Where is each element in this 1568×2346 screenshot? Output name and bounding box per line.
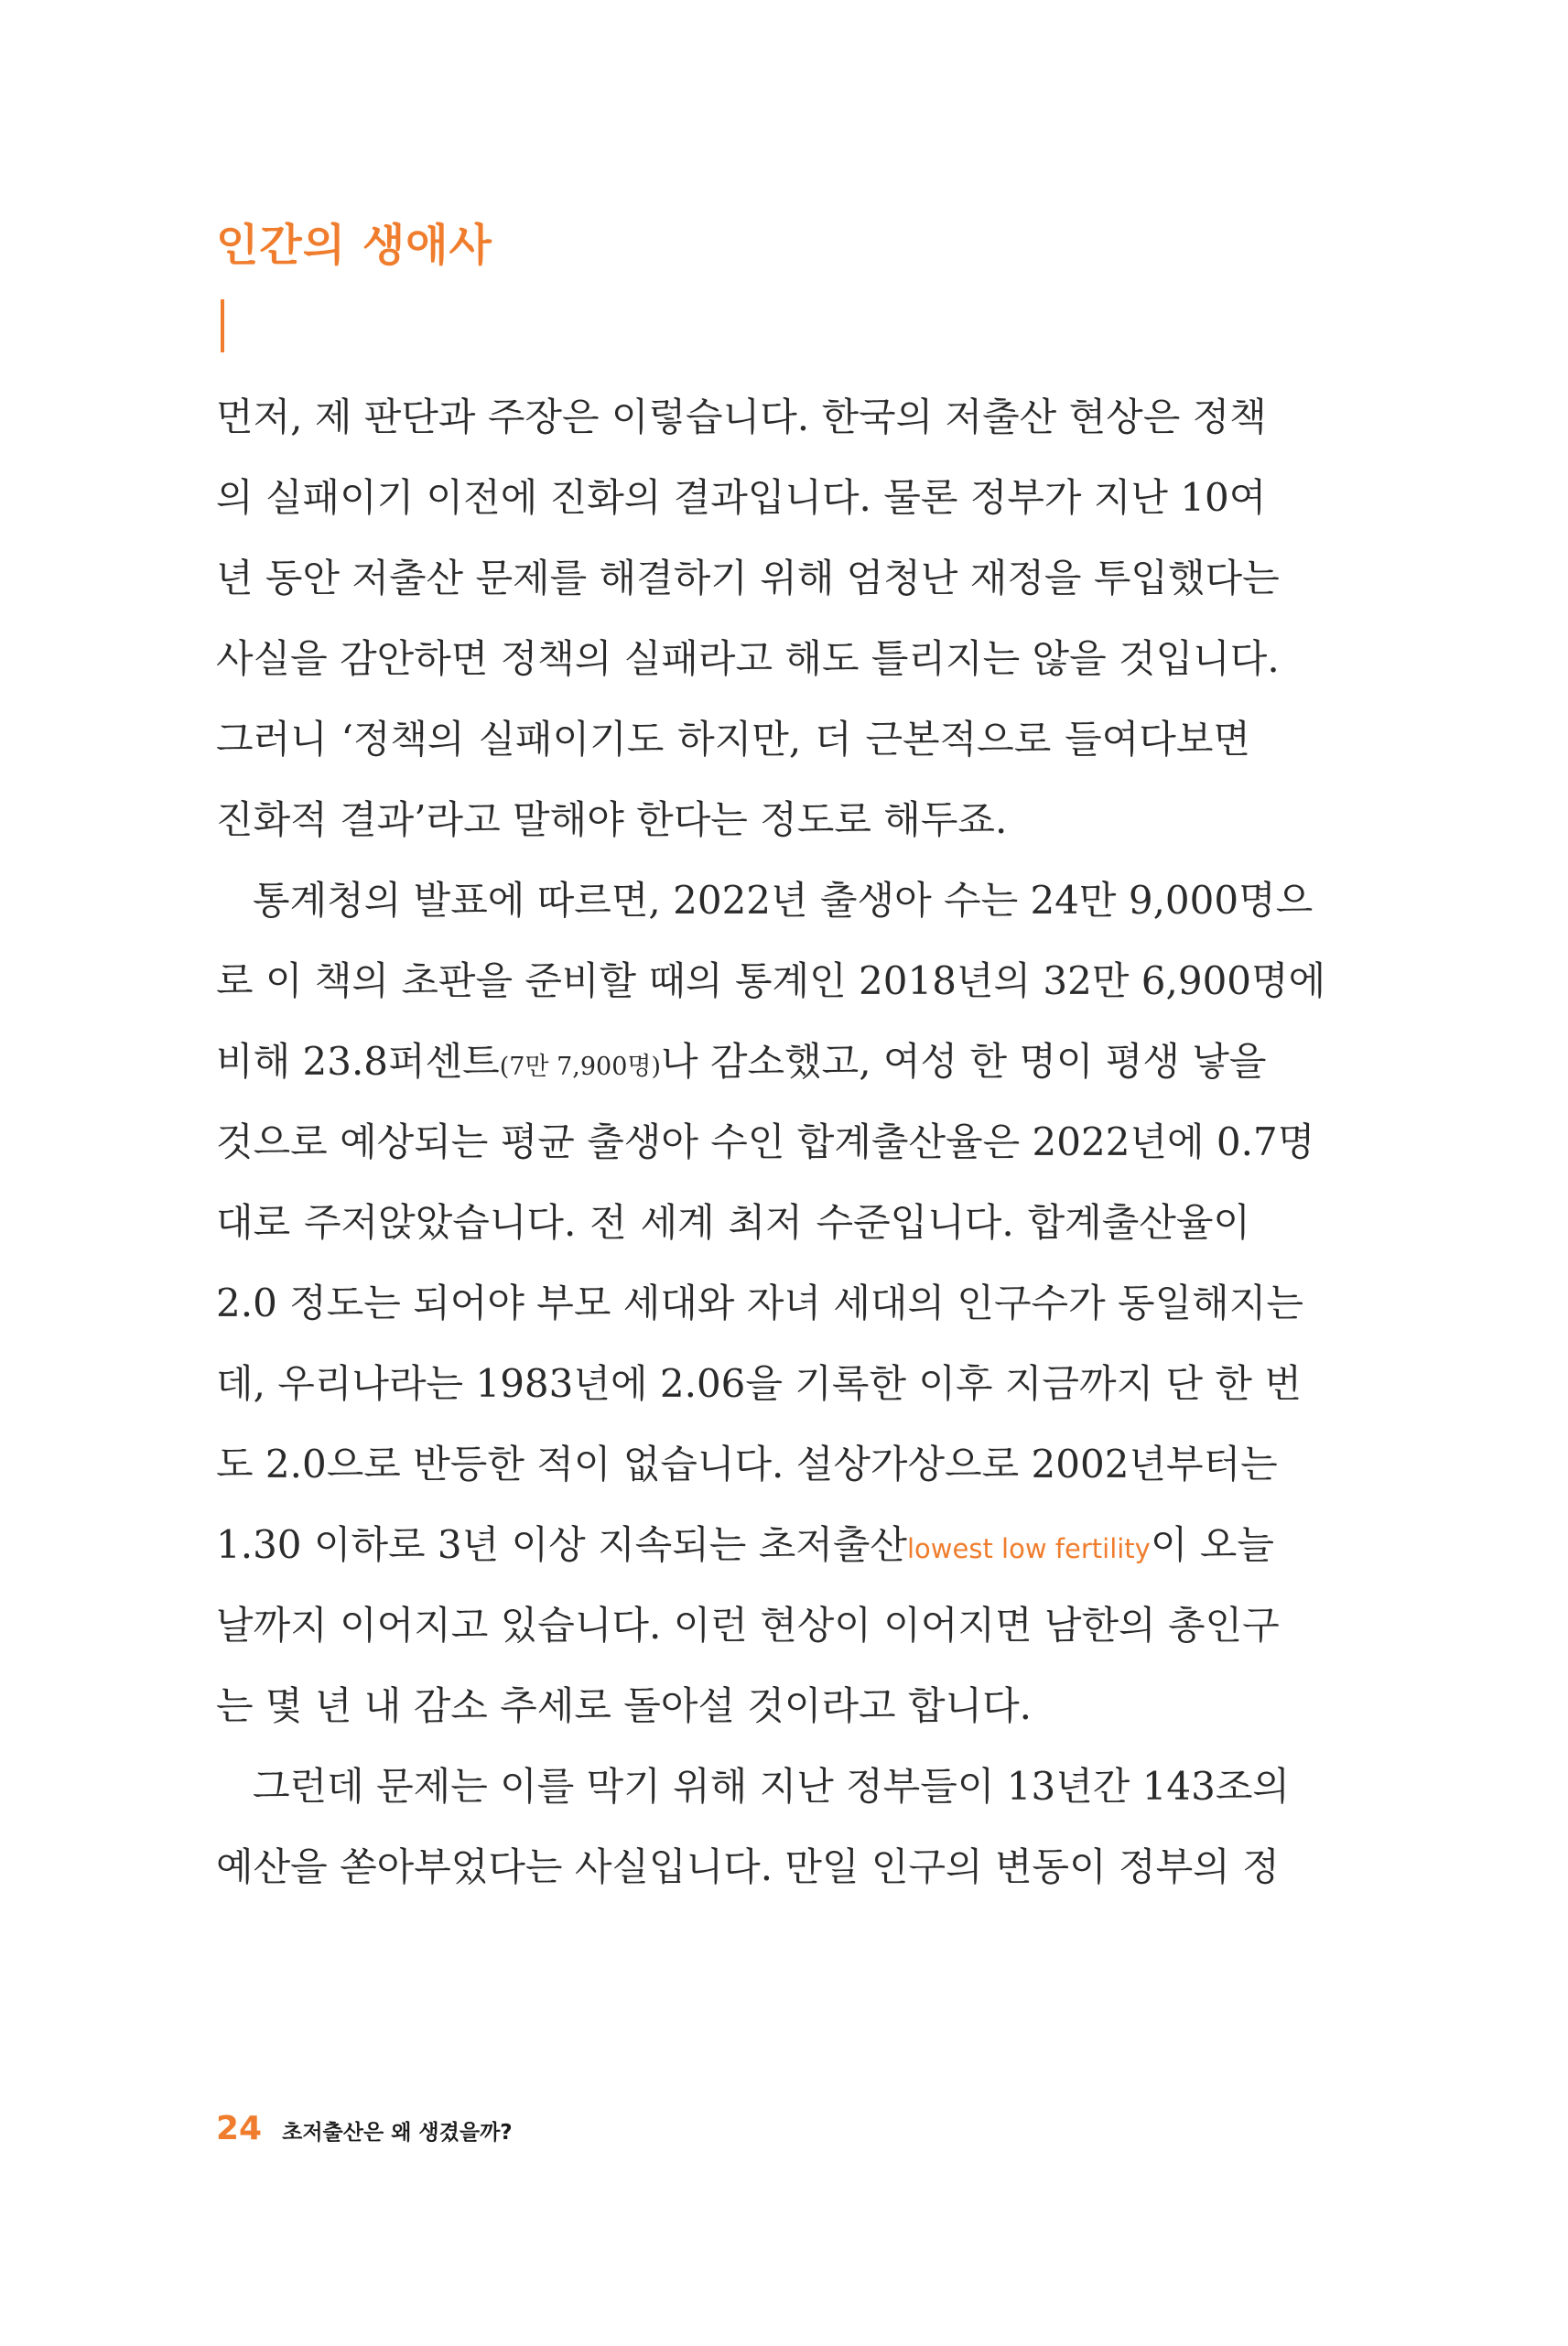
text-line-12: 2.0 정도는 되어야 부모 세대와 자녀 세대의 인구수가 동일해지는 — [216, 1281, 1303, 1325]
parenthetical-note: (7만 7,900명) — [499, 1053, 662, 1081]
text-line-8: 로 이 책의 초판을 준비할 때의 통계인 2018년의 32만 6,900명에 — [216, 958, 1326, 1003]
text-line-17: 는 몇 년 내 감소 추세로 돌아설 것이라고 합니다. — [216, 1683, 1033, 1728]
text-line-6: 진화적 결과’라고 말해야 한다는 정도로 해두죠. — [216, 797, 1008, 842]
section-title: 인간의 생애사 — [216, 220, 492, 271]
text-segment: 비해 23.8퍼센트 — [216, 1039, 500, 1084]
body-text — [216, 377, 1326, 1908]
text-line-4: 사실을 감안하면 정책의 실패라고 해도 틀리지는 않을 것입니다. — [216, 636, 1280, 681]
text-line-7: 통계청의 발표에 따르면, 2022년 출생아 수는 24만 9,000명으 — [253, 878, 1314, 923]
text-line-11: 대로 주저앉았습니다. 전 세계 최저 수준입니다. 합계출산율이 — [216, 1200, 1250, 1245]
page-number: 24 — [216, 2110, 263, 2147]
text-segment: 나 감소했고, 여성 한 명이 평생 낳을 — [661, 1039, 1267, 1084]
text-segment: 1.30 이하로 3년 이상 지속되는 초저출산 — [216, 1522, 907, 1567]
text-line-15 — [216, 1505, 1274, 1585]
text-line-2: 의 실패이기 이전에 진화의 결과입니다. 물론 정부가 지난 10여 — [216, 475, 1267, 520]
text-line-9 — [216, 1022, 1267, 1102]
book-title: 초저출산은 왜 생겼을까? — [282, 2121, 513, 2145]
title-accent-bar — [221, 299, 224, 352]
text-line-18: 그런데 문제는 이를 막기 위해 지난 정부들이 13년간 143조의 — [253, 1764, 1290, 1809]
text-line-5: 그러니 ‘정책의 실패이기도 하지만, 더 근본적으로 들여다보면 — [216, 717, 1250, 762]
text-line-16: 날까지 이어지고 있습니다. 이런 현상이 이어지면 남한의 총인구 — [216, 1603, 1280, 1648]
text-line-1: 먼저, 제 판단과 주장은 이렇습니다. 한국의 저출산 현상은 정책 — [216, 395, 1267, 439]
text-line-14: 도 2.0으로 반등한 적이 없습니다. 설상가상으로 2002년부터는 — [216, 1442, 1278, 1487]
english-term: lowest low fertility — [907, 1533, 1151, 1564]
page-footer — [216, 2107, 513, 2151]
text-line-19: 예산을 쏟아부었다는 사실입니다. 만일 인구의 변동이 정부의 정 — [216, 1844, 1280, 1889]
text-line-10: 것으로 예상되는 평균 출생아 수인 합계출산율은 2022년에 0.7명 — [216, 1119, 1315, 1164]
text-line-3: 년 동안 저출산 문제를 해결하기 위해 엄청난 재정을 투입했다는 — [216, 556, 1280, 600]
text-segment: 이 오늘 — [1150, 1522, 1274, 1567]
text-line-13: 데, 우리나라는 1983년에 2.06을 기록한 이후 지금까지 단 한 번 — [216, 1361, 1302, 1406]
